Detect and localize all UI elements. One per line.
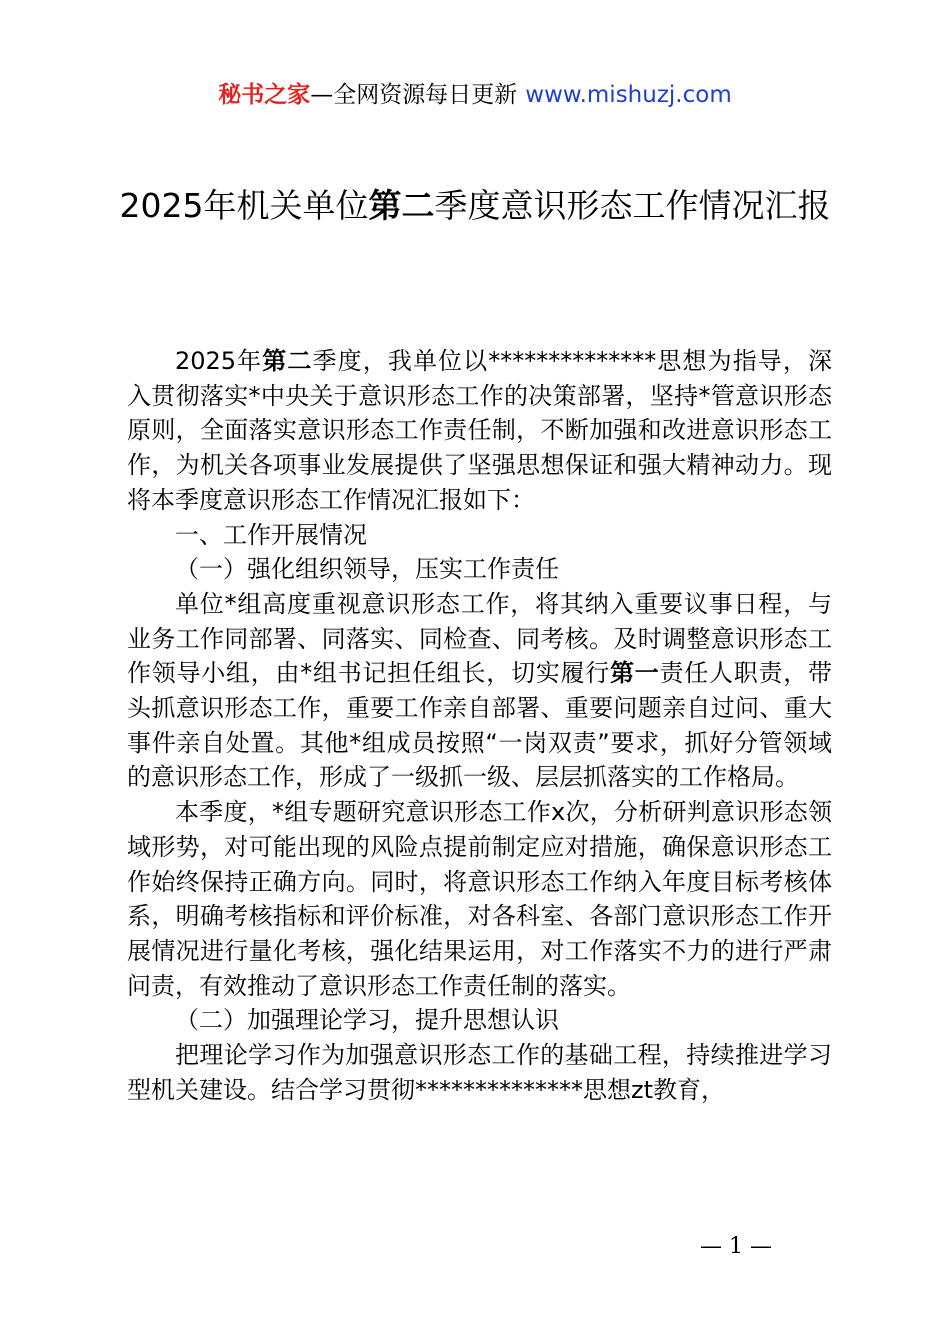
leadership-text-c: 责任人职责，带头抓意识形态工作，重要工作亲自部署、重要问题亲自过问、重大事件亲自处置。其他*组成员按照“一岗双责”要求，抓好分管领域的意识形态工作，形成了一级抓一级、层层抓落实的工作格局。	[127, 659, 832, 792]
site-header	[0, 78, 950, 112]
title-bold: 第二	[368, 186, 435, 225]
subsection-heading-1: （一）强化组织领导，压实工作责任	[175, 555, 559, 584]
intro-text: 季度，我单位以**************思想为指导，深入贯彻落实*中央关于意识形态工作的决策部署，坚持*管意识形态原则，全面落实意识形态工作责任制，不断加强和改进意识形态工作，为机关各项事业发展提供了坚强思想保证和强大精神动力。现将本季度意识形态工作情况汇报如下：	[127, 347, 833, 514]
document-body	[127, 344, 832, 1107]
site-url-link[interactable]: www.mishuzj.com	[525, 82, 732, 108]
paragraph-theory-study: 把理论学习作为加强意识形态工作的基础工程，持续推进学习型机关建设。结合学习贯彻**************思想zt教育，	[127, 1041, 832, 1104]
intro-bold: 第二	[262, 347, 313, 375]
site-brand: 秘书之家	[218, 82, 311, 108]
title-suffix: 季度意识形态工作情况汇报	[434, 186, 831, 225]
site-tagline: 全网资源每日更新	[333, 82, 518, 108]
leadership-bold: 第一	[610, 659, 660, 688]
subsection-heading-2: （二）加强理论学习，提升思想认识	[175, 1006, 559, 1035]
paragraph-intro	[127, 344, 832, 518]
leadership-text-a: 单位*组高度重视意识形态工作，将其纳入重要议事日程，与业务工作同部署、同落实、同检查、同考核。及时调整意识形态工作领导小组，由*组书记担任组长，切实履行	[127, 589, 832, 688]
section-heading-1: 一、工作开展情况	[175, 520, 367, 549]
intro-year: 2025年	[175, 347, 263, 375]
paragraph-leadership	[127, 587, 832, 795]
title-prefix: 2025年机关单位	[119, 186, 369, 225]
header-dash: —	[310, 82, 334, 108]
document-title	[60, 160, 890, 252]
paragraph-quarter-work: 本季度，*组专题研究意识形态工作x次，分析研判意识形态领域形势，对可能出现的风险点提前制定应对措施，确保意识形态工作始终保持正确方向。同时，将意识形态工作纳入年度目标考核体系，明确考核指标和评价标准，对各科室、各部门意识形态工作开展情况进行量化考核，强化结果运用，对工作落实不力的进行严肃问责，有效推动了意识形态工作责任制的落实。	[127, 798, 832, 1000]
page-number: — 1 —	[700, 1234, 772, 1259]
